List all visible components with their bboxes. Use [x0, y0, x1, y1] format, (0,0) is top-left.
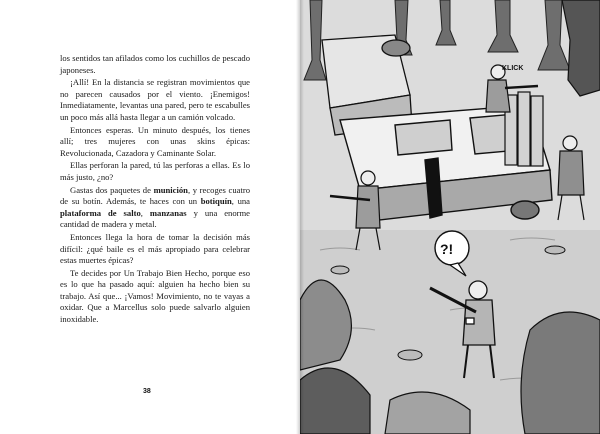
item-medkit: botiquín: [200, 196, 232, 207]
wooden-wall: [505, 92, 543, 166]
paragraph-5: [60, 185, 250, 231]
swamp-illustration: [300, 0, 600, 434]
p5-text-c: , y recoges cuatro de su botín. Además, te haces con un: [60, 184, 251, 207]
item-ammo: munición: [153, 184, 188, 195]
p5-text-i: y una enorme cantidad de madera y metal.: [60, 207, 250, 230]
book-gutter: [296, 0, 304, 434]
speech-bubble-text: ?!: [440, 241, 454, 257]
right-page-illustration: [300, 0, 600, 434]
p5-text-a: Gastas dos paquetes de: [70, 184, 154, 195]
paragraph-1: los sentidos tan afilados como los cuchillos de pescado japoneses.: [60, 53, 250, 75]
paragraph-6: Entonces llega la hora de tomar la decisión más difícil: ¿qué baile es el más apropiado para celebrar estas muertes épicas?: [60, 231, 250, 266]
paragraph-2: ¡Allí! En la distancia se registran movimientos que no parecen causados por el viento. ¡Enemigos! Inmediatamente, levantas una pared, pero te escabulles un poco más allá hasta llegar a un camión volcado.: [60, 77, 250, 122]
paragraph-4: Ellas perforan la pared, tú las perforas a ellas. Es lo más justo, ¿no?: [60, 160, 250, 182]
item-launch-pad: plataforma de salto: [60, 207, 141, 218]
paragraph-3: Entonces esperas. Un minuto después, los tienes allí; tres mujeres con unas skins épicas: Revolucionada, Cazadora y Caminante Solar.: [60, 124, 250, 158]
sfx-text: KLICK: [502, 65, 524, 72]
p5-text-e: , una: [231, 196, 250, 207]
paragraph-7: Te decides por Un Trabajo Bien Hecho, porque eso es lo que ha pasado aquí: alguien ha hecho bien su trabajo. Así que... ¡Vamos! Movimiento, no te vayas a oxidar. Que a Marcellus solo puede salvarlo alguien inoxidable.: [60, 267, 250, 325]
page-number: 38: [143, 388, 151, 395]
body-text: [60, 53, 250, 327]
item-apples: manzanas: [149, 207, 187, 218]
p5-text-g: ,: [140, 207, 150, 218]
